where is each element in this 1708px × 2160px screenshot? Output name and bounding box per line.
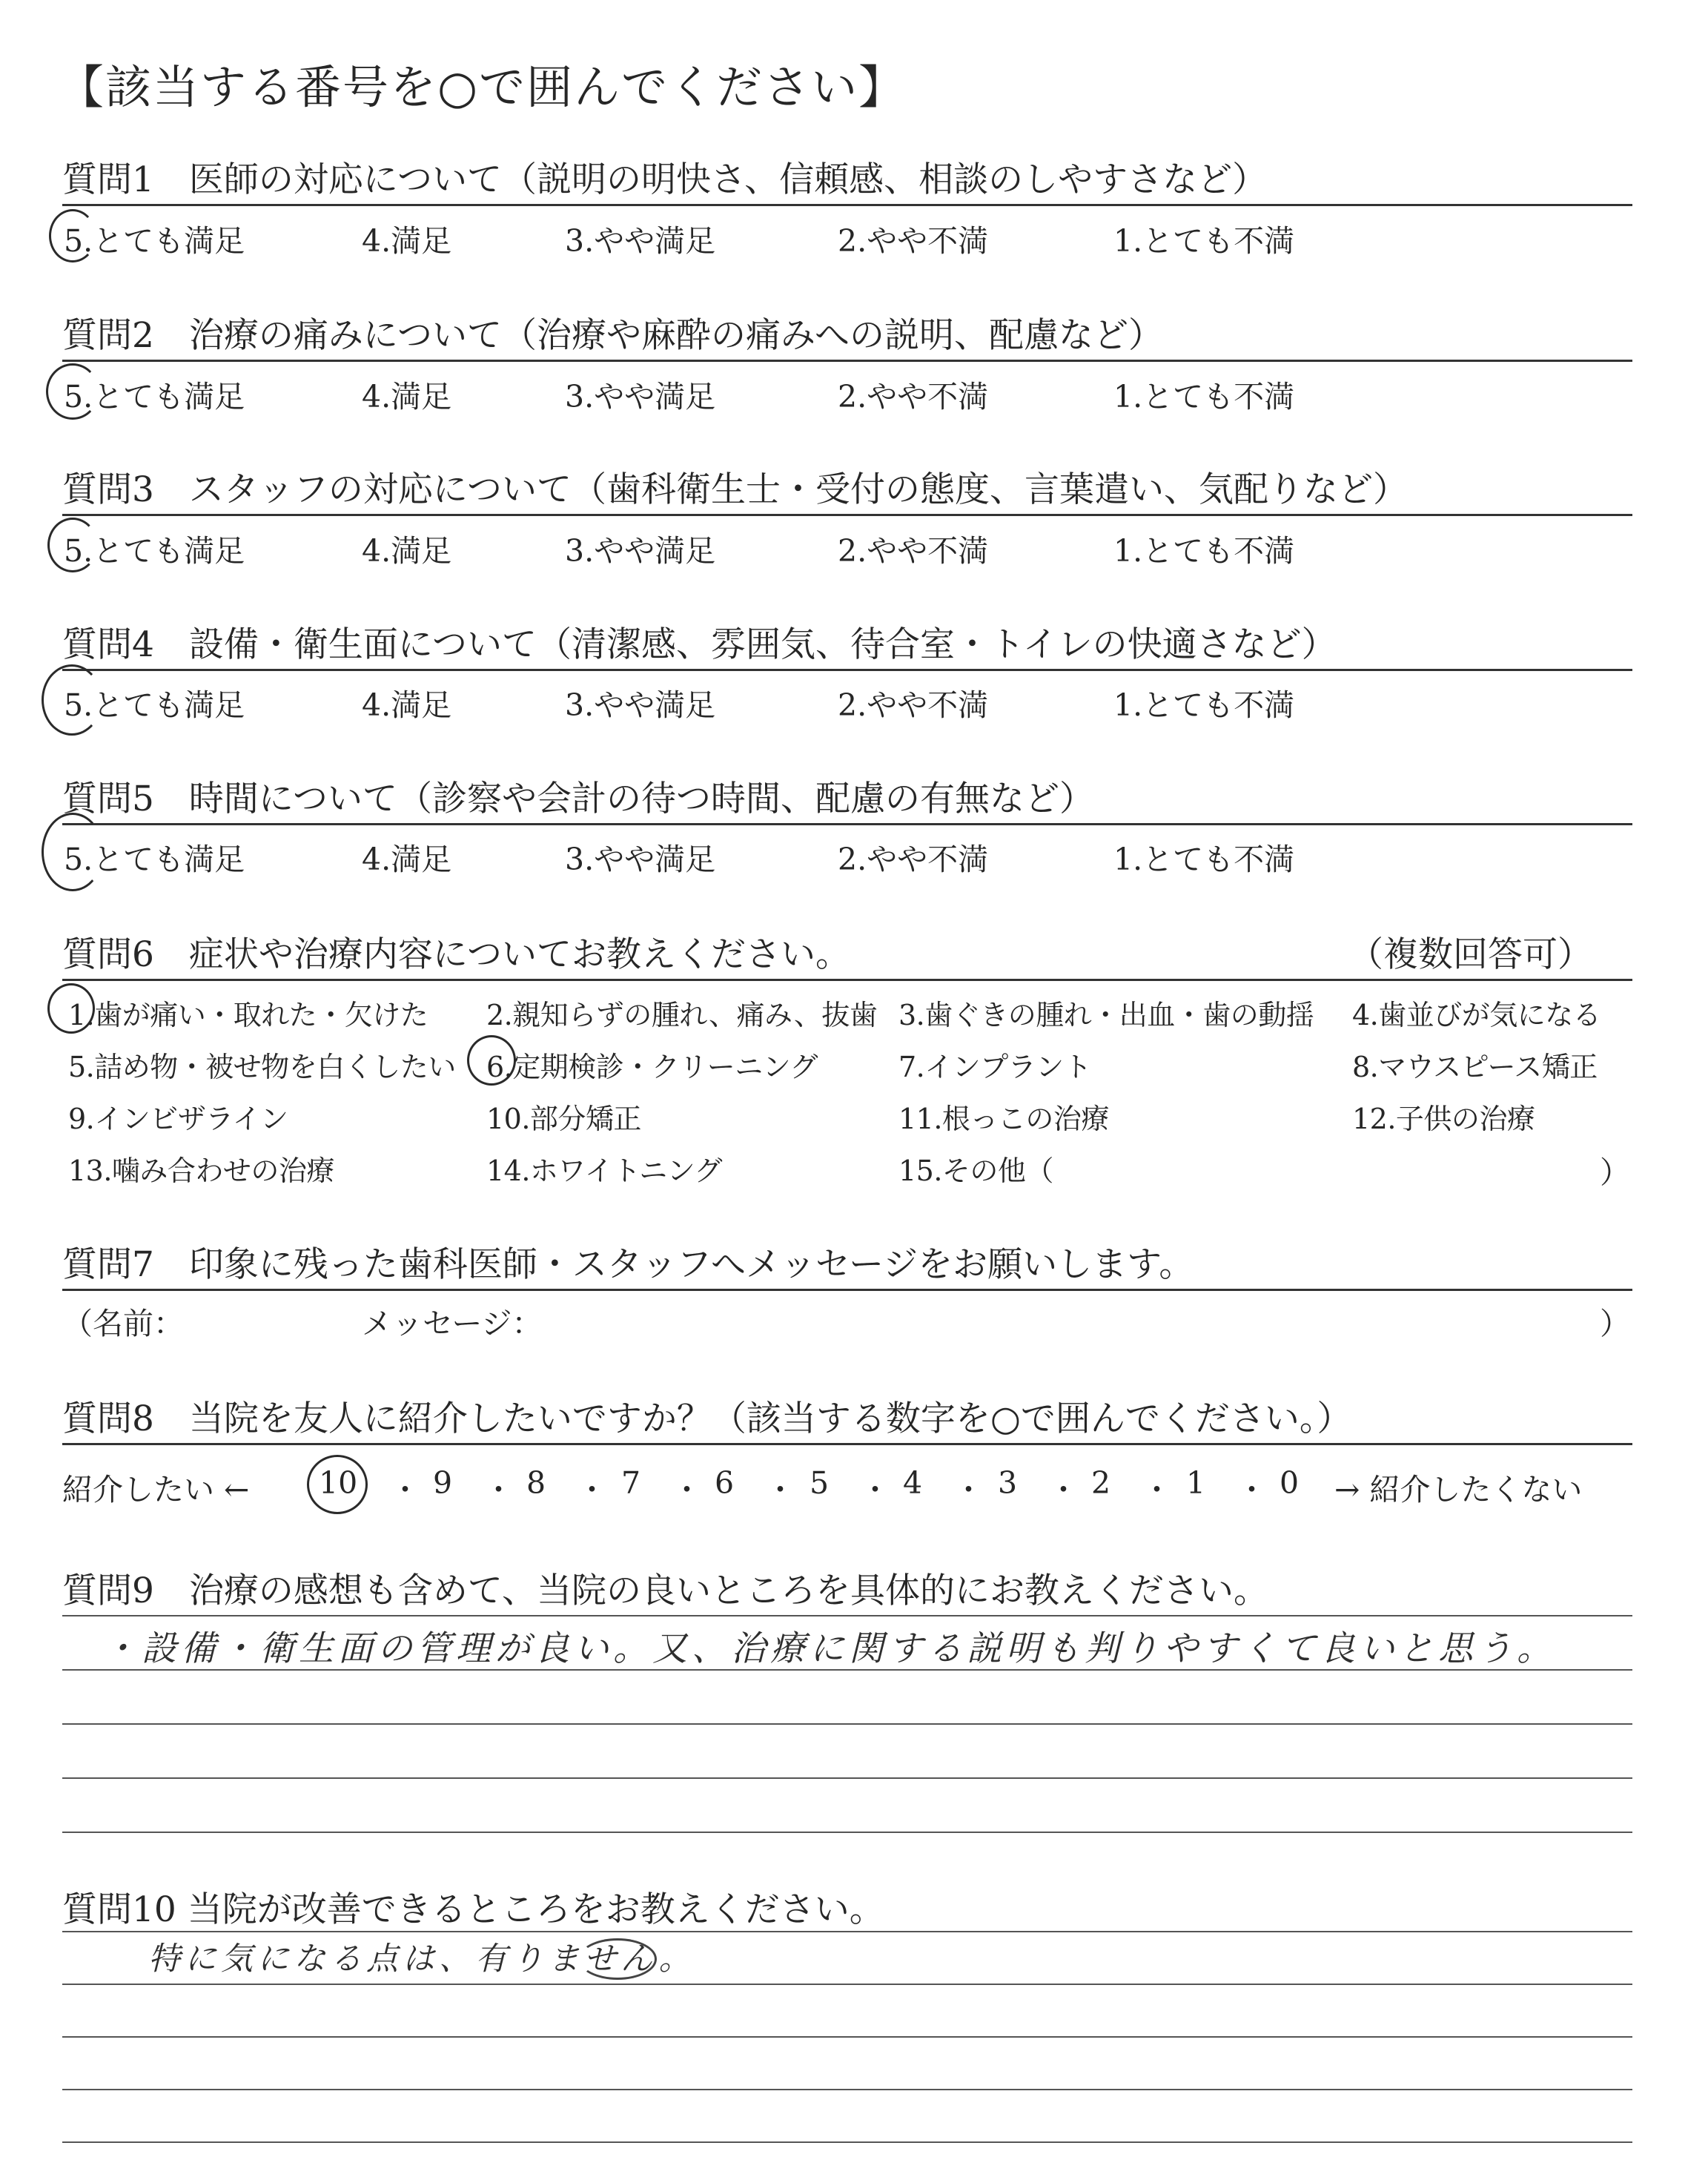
q6-item-14[interactable]: 14.ホワイトニング xyxy=(486,1155,723,1187)
q10-title: 質問10 当院が改善できるところをお教えください。 xyxy=(62,1889,884,1930)
q8-score-9[interactable]: 9 xyxy=(433,1465,453,1501)
q4-option-1[interactable]: 1.とても不満 xyxy=(1113,687,1295,723)
q10-handwritten-answer[interactable]: 特に気になる点は、有りません。 xyxy=(148,1941,695,1978)
q2-option-1[interactable]: 1.とても不満 xyxy=(1113,379,1295,415)
q8-score-0[interactable]: 0 xyxy=(1280,1465,1300,1501)
q3-rule xyxy=(62,514,1632,516)
q8-score-5[interactable]: 5 xyxy=(810,1465,830,1501)
q2-option-4[interactable]: 4.満足 xyxy=(362,379,452,415)
q10-handwritten-stroke xyxy=(578,1938,657,1980)
q6-title: 質問6 症状や治療内容についてお教えください。 xyxy=(62,934,850,975)
q3-option-5[interactable]: 5.とても満足 xyxy=(64,533,245,569)
q8-selection-circle xyxy=(307,1455,368,1514)
q8-separator: ・ xyxy=(765,1472,795,1507)
q4-option-4[interactable]: 4.満足 xyxy=(362,687,452,723)
q5-option-3[interactable]: 3.やや満足 xyxy=(565,842,716,877)
q2-options xyxy=(0,372,1708,417)
q5-option-4[interactable]: 4.満足 xyxy=(362,842,452,877)
q5-option-2[interactable]: 2.やや不満 xyxy=(838,842,989,877)
q5-selection-circle xyxy=(42,813,104,891)
q7-message-label: メッセージ： xyxy=(362,1306,543,1341)
q10-rule-1 xyxy=(62,1931,1632,1932)
q7-rule xyxy=(62,1289,1632,1291)
q2-option-2[interactable]: 2.やや不満 xyxy=(838,379,989,415)
q8-separator: ・ xyxy=(860,1472,890,1507)
q1-option-3[interactable]: 3.やや満足 xyxy=(565,223,716,259)
q6-item-15[interactable]: 15.その他（ xyxy=(898,1155,1053,1187)
q9-handwritten-answer[interactable]: ・設備・衛生面の管理が良い。又、治療に関する説明も判りやすくて良いと思う。 xyxy=(102,1628,1556,1669)
q8-separator: ・ xyxy=(953,1472,984,1507)
q3-option-1[interactable]: 1.とても不満 xyxy=(1113,533,1295,569)
q1-option-5[interactable]: 5.とても満足 xyxy=(64,223,245,259)
q5-options xyxy=(0,835,1708,879)
q10-rule-2 xyxy=(62,1984,1632,1985)
q1-option-4[interactable]: 4.満足 xyxy=(362,223,452,259)
q7-name-label: （名前： xyxy=(62,1306,184,1341)
q8-separator: ・ xyxy=(577,1472,607,1507)
q6-item-7[interactable]: 7.インプラント xyxy=(898,1051,1092,1083)
q6-item-6[interactable]: 6.定期検診・クリーニング xyxy=(486,1051,818,1083)
q8-score-3[interactable]: 3 xyxy=(998,1465,1018,1501)
q3-selection-circle xyxy=(47,518,98,572)
q8-title: 質問8 当院を友人に紹介したいですか？（該当する数字を○で囲んでください。） xyxy=(62,1398,1352,1439)
q2-rule xyxy=(62,360,1632,362)
q9-rule-3 xyxy=(62,1723,1632,1725)
q6-item-8[interactable]: 8.マウスピース矯正 xyxy=(1352,1051,1598,1083)
q8-separator: ・ xyxy=(390,1472,420,1507)
q8-recommend-scale xyxy=(0,1465,1708,1510)
q6-item-11[interactable]: 11.根っこの治療 xyxy=(898,1103,1109,1135)
q6-item-10[interactable]: 10.部分矯正 xyxy=(486,1103,641,1135)
q8-score-2[interactable]: 2 xyxy=(1091,1465,1111,1501)
q7-close-paren: ） xyxy=(1600,1306,1630,1341)
q8-rule xyxy=(62,1443,1632,1445)
q6-multiple-answers-note: （複数回答可） xyxy=(1348,934,1592,975)
q1-option-1[interactable]: 1.とても不満 xyxy=(1113,223,1295,259)
q4-rule xyxy=(62,669,1632,671)
q8-score-6[interactable]: 6 xyxy=(715,1465,735,1501)
q8-separator: ・ xyxy=(1048,1472,1079,1507)
q4-title: 質問4 設備・衛生面について（清潔感、雰囲気、待合室・トイレの快適さなど） xyxy=(62,624,1337,665)
q10-rule-4 xyxy=(62,2089,1632,2090)
q8-right-label: → 紹介したくない xyxy=(1334,1472,1583,1507)
q9-rule-4 xyxy=(62,1777,1632,1779)
q4-option-3[interactable]: 3.やや満足 xyxy=(565,687,716,723)
q6-item-1[interactable]: 1.歯が痛い・取れた・欠けた xyxy=(68,999,428,1031)
q6-item-13[interactable]: 13.噛み合わせの治療 xyxy=(68,1155,334,1187)
q8-score-1[interactable]: 1 xyxy=(1186,1465,1206,1501)
q2-selection-circle xyxy=(46,363,99,420)
q5-title: 質問5 時間について（診察や会計の待つ時間、配慮の有無など） xyxy=(62,779,1094,819)
q5-option-5[interactable]: 5.とても満足 xyxy=(64,842,245,877)
q6-other-close-paren: ） xyxy=(1600,1155,1630,1190)
q10-rule-5 xyxy=(62,2141,1632,2143)
q10-rule-3 xyxy=(62,2036,1632,2038)
q7-title: 質問7 印象に残った歯科医師・スタッフへメッセージをお願いします。 xyxy=(62,1244,1194,1285)
q8-left-label: 紹介したい ← xyxy=(62,1472,250,1507)
q1-title: 質問1 医師の対応について（説明の明快さ、信頼感、相談のしやすさなど） xyxy=(62,159,1268,200)
q2-title: 質問2 治療の痛みについて（治療や麻酔の痛みへの説明、配慮など） xyxy=(62,315,1164,356)
q1-option-2[interactable]: 2.やや不満 xyxy=(838,223,989,259)
q6-item-5[interactable]: 5.詰め物・被せ物を白くしたい xyxy=(68,1051,456,1083)
q4-option-5[interactable]: 5.とても満足 xyxy=(64,687,245,723)
q1-selection-circle xyxy=(49,209,96,262)
q4-options xyxy=(0,681,1708,725)
q6-item-4[interactable]: 4.歯並びが気になる xyxy=(1352,999,1601,1031)
q3-option-3[interactable]: 3.やや満足 xyxy=(565,533,716,569)
q3-options xyxy=(0,526,1708,571)
q5-rule xyxy=(62,823,1632,825)
q3-option-2[interactable]: 2.やや不満 xyxy=(838,533,989,569)
q4-selection-circle xyxy=(42,664,102,736)
q3-option-4[interactable]: 4.満足 xyxy=(362,533,452,569)
q5-option-1[interactable]: 1.とても不満 xyxy=(1113,842,1295,877)
q9-title: 質問9 治療の感想も含めて、当院の良いところを具体的にお教えください。 xyxy=(62,1571,1268,1611)
q4-option-2[interactable]: 2.やや不満 xyxy=(838,687,989,723)
survey-header: 【該当する番号を○で囲んでください】 xyxy=(58,60,907,114)
q2-option-5[interactable]: 5.とても満足 xyxy=(64,379,245,415)
q6-item-3[interactable]: 3.歯ぐきの腫れ・出血・歯の動揺 xyxy=(898,999,1314,1031)
q9-rule-2 xyxy=(62,1669,1632,1671)
q9-rule-1 xyxy=(62,1615,1632,1616)
q6-item-1-selection-circle xyxy=(47,983,95,1034)
q1-rule xyxy=(62,204,1632,206)
q8-separator: ・ xyxy=(672,1472,702,1507)
q1-options xyxy=(0,217,1708,261)
q6-item-12[interactable]: 12.子供の治療 xyxy=(1352,1103,1535,1135)
q8-separator: ・ xyxy=(1142,1472,1172,1507)
q8-separator: ・ xyxy=(483,1472,514,1507)
q8-score-8[interactable]: 8 xyxy=(526,1465,546,1501)
q6-item-9[interactable]: 9.インビザライン xyxy=(68,1103,288,1135)
q3-title: 質問3 スタッフの対応について（歯科衛生士・受付の態度、言葉遣い、気配りなど） xyxy=(62,469,1408,510)
q8-separator: ・ xyxy=(1237,1472,1267,1507)
q8-score-10[interactable]: 10 xyxy=(319,1465,358,1501)
q8-score-4[interactable]: 4 xyxy=(903,1465,923,1501)
q6-item-2[interactable]: 2.親知らずの腫れ、痛み、抜歯 xyxy=(486,999,878,1031)
q8-score-7[interactable]: 7 xyxy=(621,1465,641,1501)
q2-option-3[interactable]: 3.やや満足 xyxy=(565,379,716,415)
q6-rule xyxy=(62,979,1632,981)
q9-rule-5 xyxy=(62,1832,1632,1833)
q6-item-6-selection-circle xyxy=(467,1035,516,1086)
